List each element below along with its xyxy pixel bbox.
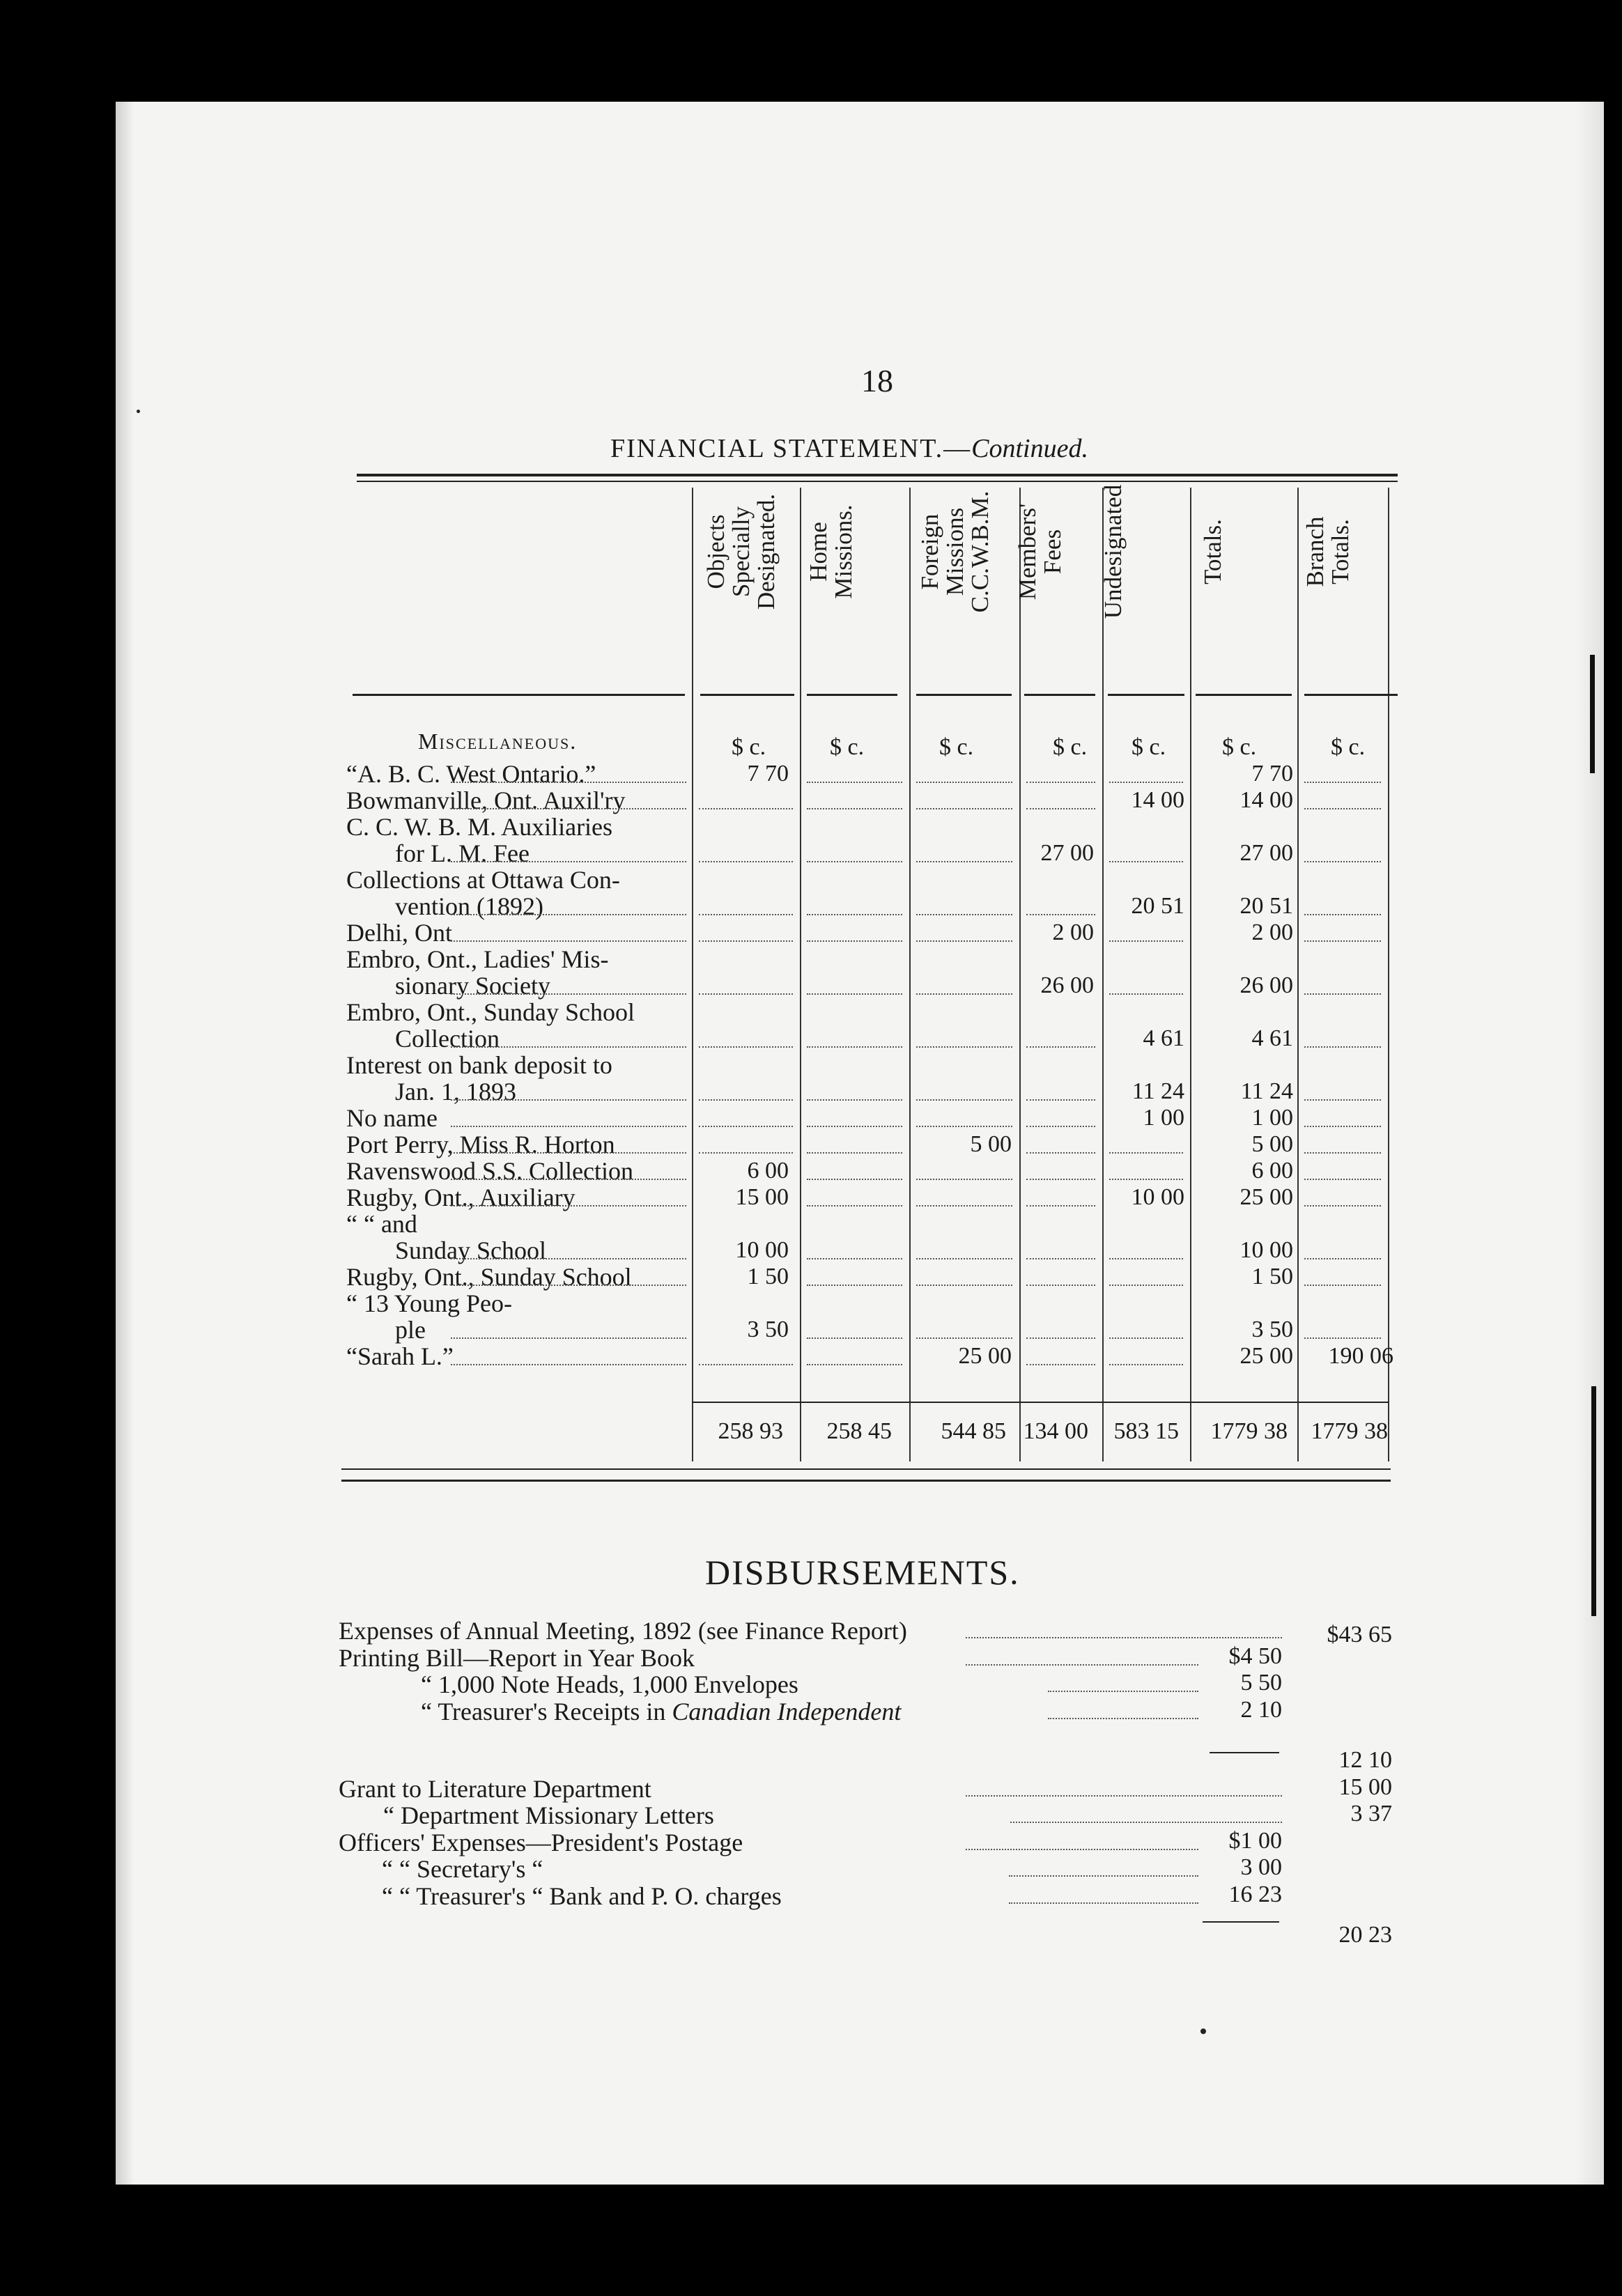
header-rule	[1024, 694, 1095, 696]
row-label: Collections at Ottawa Con-	[346, 866, 620, 894]
table-cell: 5 00	[1251, 1131, 1293, 1157]
empty-cell-leader	[807, 1337, 902, 1339]
disbursement-line: “ “ Treasurer's “ Bank and P. O. charges	[382, 1882, 782, 1910]
total-rule	[692, 1402, 1389, 1403]
empty-cell-leader	[699, 993, 793, 995]
empty-cell-leader	[807, 1046, 902, 1048]
dot-leader	[451, 1285, 686, 1286]
empty-cell-leader	[699, 808, 793, 809]
header-rule	[1108, 694, 1184, 696]
title-rule	[357, 481, 1398, 482]
currency-unit: $ c.	[830, 734, 865, 760]
dot-leader	[451, 914, 686, 915]
table-cell: 190 06	[1328, 1343, 1393, 1369]
disbursement-total: 20 23	[1338, 1922, 1392, 1948]
dot-leader	[451, 861, 686, 862]
dot-leader	[451, 1152, 686, 1154]
section-title: Miscellaneous.	[418, 729, 578, 754]
row-label: No name	[346, 1104, 438, 1132]
row-label: “A. B. C. West Ontario.”	[346, 760, 596, 788]
table-cell: 3 50	[1251, 1317, 1293, 1342]
empty-cell-leader	[1304, 940, 1381, 942]
ink-speck	[1200, 2029, 1206, 2034]
row-label: Bowmanville, Ont. Auxil'ry	[346, 786, 626, 814]
row-label: Sunday School	[395, 1236, 547, 1264]
currency-unit: $ c.	[1053, 734, 1088, 760]
currency-unit: $ c.	[732, 734, 766, 760]
column-total: 1779 38	[1210, 1418, 1288, 1444]
row-label: Embro, Ont., Ladies' Mis-	[346, 945, 609, 973]
empty-cell-leader	[1026, 1152, 1095, 1154]
table-cell: 11 24	[1240, 1078, 1293, 1104]
table-cell: 25 00	[1239, 1184, 1293, 1210]
empty-cell-leader	[916, 1337, 1012, 1339]
column-rule	[1190, 488, 1191, 1461]
dot-leader	[1048, 1718, 1198, 1719]
empty-cell-leader	[1304, 1285, 1381, 1286]
empty-cell-leader	[807, 808, 902, 809]
empty-cell-leader	[916, 1126, 1012, 1127]
dot-leader	[451, 1258, 686, 1259]
page-number: 18	[861, 363, 893, 398]
disbursement-line: Printing Bill—Report in Year Book	[339, 1644, 695, 1672]
row-label: Embro, Ont., Sunday School	[346, 998, 635, 1026]
row-label: ple	[395, 1316, 426, 1344]
dot-leader	[1048, 1691, 1198, 1692]
empty-cell-leader	[699, 1364, 793, 1365]
column-header: Home Missions.	[805, 504, 857, 599]
header-rule	[1304, 694, 1398, 696]
dot-leader	[451, 940, 686, 942]
column-total: 134 00	[1023, 1418, 1088, 1444]
empty-cell-leader	[916, 914, 1012, 915]
empty-cell-leader	[1304, 808, 1381, 809]
column-rule	[800, 488, 801, 1461]
row-label: Port Perry, Miss R. Horton	[346, 1131, 615, 1158]
empty-cell-leader	[1304, 1152, 1381, 1154]
disbursement-total: 12 10	[1338, 1747, 1392, 1773]
dot-leader	[451, 1046, 686, 1048]
page-sheet	[116, 102, 1603, 2185]
empty-cell-leader	[699, 914, 793, 915]
empty-cell-leader	[1109, 861, 1183, 862]
disbursement-line: “ 1,000 Note Heads, 1,000 Envelopes	[421, 1670, 798, 1698]
row-label: Jan. 1, 1893	[395, 1078, 516, 1106]
dot-leader	[451, 1099, 686, 1101]
row-label: “ 13 Young Peo-	[346, 1289, 513, 1317]
empty-cell-leader	[699, 1046, 793, 1048]
table-cell: 20 51	[1131, 893, 1184, 919]
table-cell: 27 00	[1040, 840, 1094, 866]
empty-cell-leader	[1304, 861, 1381, 862]
table-cell: 25 00	[1239, 1343, 1293, 1369]
table-cell: 26 00	[1040, 972, 1094, 998]
currency-unit: $ c.	[1131, 734, 1166, 760]
table-cell: 20 51	[1239, 893, 1293, 919]
disbursement-line: “ “ Secretary's “	[382, 1855, 543, 1883]
dot-leader	[966, 1795, 1282, 1797]
disbursement-total: $43 65	[1327, 1622, 1392, 1647]
table-cell: 4 61	[1251, 1025, 1293, 1051]
dot-leader	[451, 1179, 686, 1180]
ink-speck	[137, 410, 140, 413]
header-rule	[916, 694, 1012, 696]
row-label: Collection	[395, 1025, 500, 1053]
empty-cell-leader	[807, 993, 902, 995]
disbursement-line: “ Department Missionary Letters	[383, 1801, 714, 1829]
disbursement-line: Officers' Expenses—President's Postage	[339, 1829, 743, 1856]
table-cell: 2 00	[1251, 920, 1293, 945]
empty-cell-leader	[1109, 1285, 1183, 1286]
header-rule	[353, 694, 685, 696]
empty-cell-leader	[699, 1126, 793, 1127]
row-label: “ “ and	[346, 1210, 417, 1238]
empty-cell-leader	[1304, 1046, 1381, 1048]
disbursement-subamount: $1 00	[1228, 1828, 1282, 1854]
empty-cell-leader	[916, 940, 1012, 942]
table-cell: 27 00	[1239, 840, 1293, 866]
empty-cell-leader	[1026, 1179, 1095, 1180]
empty-cell-leader	[1304, 1258, 1381, 1259]
empty-cell-leader	[807, 1205, 902, 1207]
subtotal-rule	[1203, 1921, 1279, 1923]
statement-title: FINANCIAL STATEMENT.—Continued.	[610, 434, 1088, 463]
disbursements-title: DISBURSEMENTS.	[705, 1553, 1020, 1592]
currency-unit: $ c.	[1222, 734, 1257, 760]
empty-cell-leader	[699, 1152, 793, 1154]
table-cell: 14 00	[1239, 787, 1293, 813]
table-cell: 2 00	[1052, 920, 1094, 945]
empty-cell-leader	[807, 782, 902, 783]
table-cell: 7 70	[1251, 761, 1293, 786]
table-cell: 10 00	[1239, 1237, 1293, 1263]
disbursement-subamount: $4 50	[1228, 1643, 1282, 1669]
table-cell: 26 00	[1239, 972, 1293, 998]
empty-cell-leader	[1304, 993, 1381, 995]
table-cell: 3 50	[747, 1317, 789, 1342]
column-header: Totals.	[1199, 519, 1226, 584]
empty-cell-leader	[916, 993, 1012, 995]
empty-cell-leader	[1026, 1364, 1095, 1365]
header-rule	[807, 694, 897, 696]
empty-cell-leader	[916, 1205, 1012, 1207]
row-label: sionary Society	[395, 972, 550, 1000]
table-cell: 1 00	[1251, 1105, 1293, 1131]
empty-cell-leader	[699, 940, 793, 942]
empty-cell-leader	[1304, 1126, 1381, 1127]
column-rule	[1297, 488, 1299, 1461]
empty-cell-leader	[1109, 993, 1183, 995]
empty-cell-leader	[916, 1285, 1012, 1286]
empty-cell-leader	[807, 1285, 902, 1286]
empty-cell-leader	[807, 1126, 902, 1127]
disbursement-total: 3 37	[1350, 1801, 1392, 1826]
column-header: Members' Fees	[1014, 503, 1066, 600]
column-total: 258 93	[718, 1418, 783, 1444]
table-cell: 1 50	[747, 1264, 789, 1289]
empty-cell-leader	[1109, 1364, 1183, 1365]
row-label: “Sarah L.”	[346, 1342, 454, 1370]
row-label: Interest on bank deposit to	[346, 1051, 612, 1079]
empty-cell-leader	[916, 1179, 1012, 1180]
column-header: Undesignated	[1099, 484, 1127, 619]
dot-leader	[966, 1664, 1198, 1666]
dot-leader	[966, 1849, 1198, 1850]
empty-cell-leader	[916, 861, 1012, 862]
column-header: Objects Specially Designated.	[702, 493, 780, 610]
disbursement-subamount: 16 23	[1228, 1882, 1282, 1907]
empty-cell-leader	[916, 1258, 1012, 1259]
column-header: Branch Totals.	[1302, 516, 1354, 587]
empty-cell-leader	[807, 1258, 902, 1259]
empty-cell-leader	[807, 1364, 902, 1365]
empty-cell-leader	[699, 1099, 793, 1101]
dot-leader	[1009, 1875, 1198, 1877]
empty-cell-leader	[699, 861, 793, 862]
empty-cell-leader	[1026, 808, 1095, 809]
empty-cell-leader	[1026, 1205, 1095, 1207]
empty-cell-leader	[1026, 1337, 1095, 1339]
empty-cell-leader	[807, 914, 902, 915]
disbursement-line: “ Treasurer's Receipts in Canadian Independent	[421, 1698, 902, 1725]
dot-leader	[1009, 1902, 1198, 1904]
column-total: 583 15	[1113, 1418, 1179, 1444]
empty-cell-leader	[1026, 782, 1095, 783]
dot-leader	[451, 993, 686, 995]
binding-mark	[1590, 655, 1595, 773]
empty-cell-leader	[1026, 1046, 1095, 1048]
disbursement-total: 15 00	[1338, 1774, 1392, 1800]
empty-cell-leader	[1304, 914, 1381, 915]
empty-cell-leader	[1026, 1258, 1095, 1259]
empty-cell-leader	[1109, 1258, 1183, 1259]
dot-leader	[1010, 1822, 1282, 1823]
table-cell: 25 00	[958, 1343, 1012, 1369]
empty-cell-leader	[1109, 1152, 1183, 1154]
column-total: 544 85	[941, 1418, 1006, 1444]
column-rule	[909, 488, 911, 1461]
currency-unit: $ c.	[939, 734, 974, 760]
empty-cell-leader	[1026, 914, 1095, 915]
table-cell: 6 00	[1251, 1158, 1293, 1184]
table-cell: 14 00	[1131, 787, 1184, 813]
empty-cell-leader	[1304, 1337, 1381, 1339]
disbursement-line: Expenses of Annual Meeting, 1892 (see Finance Report)	[339, 1617, 907, 1645]
empty-cell-leader	[807, 861, 902, 862]
row-label: Rugby, Ont., Auxiliary	[346, 1184, 576, 1211]
empty-cell-leader	[916, 782, 1012, 783]
table-cell: 15 00	[735, 1184, 789, 1210]
empty-cell-leader	[1109, 1337, 1183, 1339]
table-cell: 1 00	[1143, 1105, 1184, 1131]
empty-cell-leader	[1026, 1285, 1095, 1286]
column-rule	[692, 488, 693, 1461]
dot-leader	[451, 782, 686, 783]
binding-mark	[1591, 1386, 1596, 1616]
column-header: Foreign Missions C.C.W.B.M.	[916, 490, 994, 613]
empty-cell-leader	[807, 940, 902, 942]
empty-cell-leader	[1304, 1179, 1381, 1180]
column-rule	[1388, 488, 1389, 1461]
empty-cell-leader	[1304, 1205, 1381, 1207]
empty-cell-leader	[916, 1046, 1012, 1048]
table-cell: 6 00	[747, 1158, 789, 1184]
row-label: C. C. W. B. M. Auxiliaries	[346, 813, 613, 841]
row-label: for L. M. Fee	[395, 839, 530, 867]
table-cell: 5 00	[970, 1131, 1012, 1157]
empty-cell-leader	[807, 1152, 902, 1154]
table-cell: 1 50	[1251, 1264, 1293, 1289]
empty-cell-leader	[1026, 1099, 1095, 1101]
empty-cell-leader	[1109, 782, 1183, 783]
closing-rule	[341, 1468, 1391, 1470]
closing-rule	[341, 1480, 1391, 1482]
page-binding-shadow	[116, 102, 134, 2185]
subtotal-rule	[1210, 1752, 1279, 1753]
row-label: Rugby, Ont., Sunday School	[346, 1263, 632, 1291]
empty-cell-leader	[916, 808, 1012, 809]
table-cell: 10 00	[1131, 1184, 1184, 1210]
empty-cell-leader	[807, 1099, 902, 1101]
column-total: 1779 38	[1311, 1418, 1388, 1444]
header-rule	[700, 694, 794, 696]
disbursement-subamount: 5 50	[1240, 1670, 1282, 1696]
table-cell: 4 61	[1143, 1025, 1184, 1051]
table-cell: 10 00	[735, 1237, 789, 1263]
empty-cell-leader	[1109, 1179, 1183, 1180]
row-label: vention (1892)	[395, 892, 543, 920]
row-label: Ravenswood S.S. Collection	[346, 1157, 633, 1185]
currency-unit: $ c.	[1331, 734, 1366, 760]
header-rule	[1196, 694, 1292, 696]
table-cell: 11 24	[1131, 1078, 1184, 1104]
empty-cell-leader	[1109, 940, 1183, 942]
dot-leader	[966, 1637, 1282, 1638]
disbursement-subamount: 3 00	[1240, 1854, 1282, 1880]
empty-cell-leader	[1304, 782, 1381, 783]
dot-leader	[451, 1337, 686, 1339]
disbursement-line: Grant to Literature Department	[339, 1775, 651, 1803]
dot-leader	[451, 1205, 686, 1207]
column-total: 258 45	[826, 1418, 892, 1444]
empty-cell-leader	[807, 1179, 902, 1180]
row-label: Delhi, Ont	[346, 919, 452, 947]
title-rule	[357, 474, 1398, 476]
dot-leader	[451, 1364, 686, 1365]
empty-cell-leader	[1304, 1099, 1381, 1101]
empty-cell-leader	[1026, 1126, 1095, 1127]
dot-leader	[451, 1126, 686, 1127]
dot-leader	[451, 808, 686, 809]
disbursement-subamount: 2 10	[1240, 1697, 1282, 1723]
page-right-edge	[1576, 102, 1604, 2185]
table-cell: 7 70	[747, 761, 789, 786]
empty-cell-leader	[916, 1099, 1012, 1101]
